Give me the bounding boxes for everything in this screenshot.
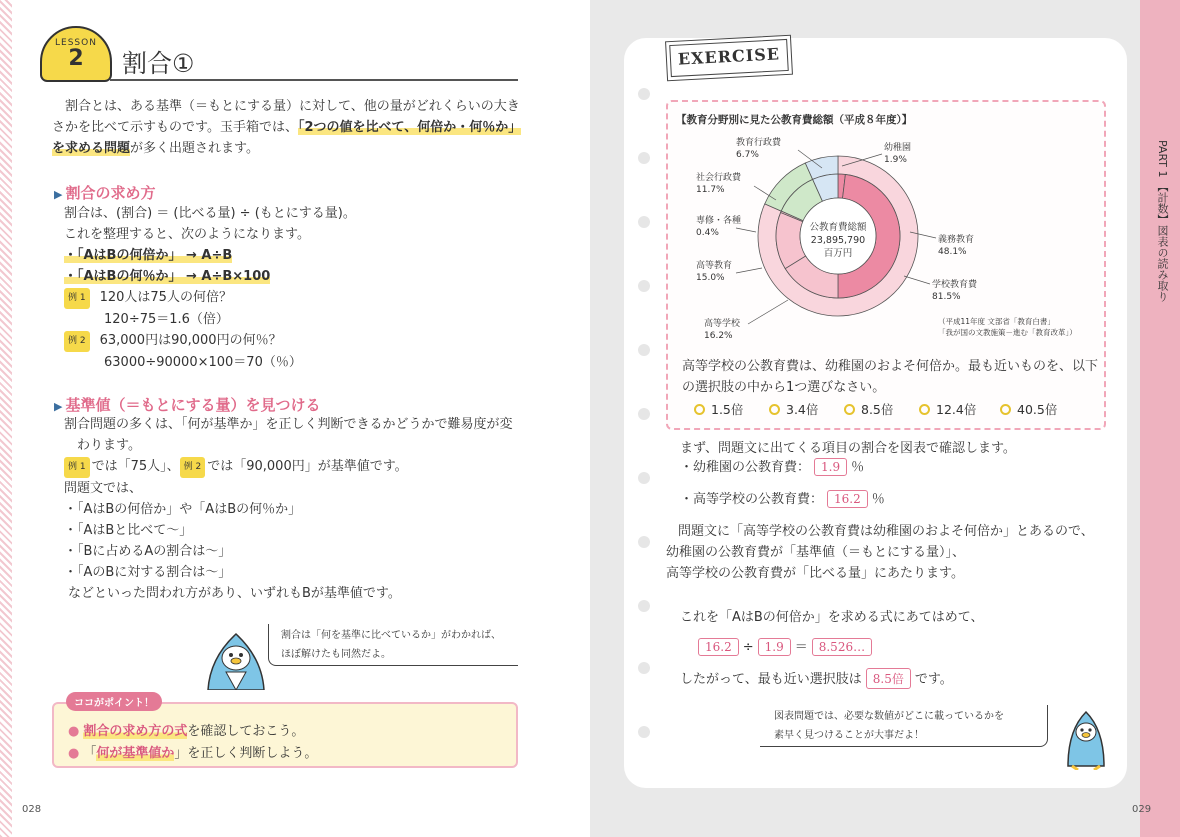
label-koto: 高等教育: [696, 261, 733, 271]
page-number-right: 029: [1132, 804, 1152, 815]
base-value-text: 割合問題の多くは、「何が基準か」を正しく判断できるかどうかで難易度が変 わります。 例 1 では「75人」、 例 2 では「90,000円」が基準値です。 問題文では、 ・「AはBの何倍か」や「AはBの何％か」 ・「AはBと比べて～」 ・「Bに占めるAの割合は～」 ・「AのBに対する割合は～」 などといった問われ方があり、いずれもBが基準値です。: [64, 417, 513, 601]
ratio-formula-text: 割合は、(割合) ＝ (比べる量) ÷ (もとにする量)。 これを整理すると、次のようになります。 ・「AはBの何倍か」 → A÷B ・「AはBの何％か」 → A÷B×100 例 1 120人は75人の何倍？ 120÷75＝1.6（倍） 例 2 63,000円は90,000円の何％？ 63000÷90000×100＝70（％）: [64, 206, 356, 370]
part-tab-label: PART 1 【計数】図表の読み取り: [1156, 140, 1169, 303]
key-point-2: ● 「何が基準値か」を正しく判断しよう。: [68, 746, 318, 761]
choice-2[interactable]: 3.4倍: [769, 400, 818, 418]
key-point-tag: ココがポイント！: [66, 692, 162, 711]
radio-circle-icon[interactable]: [919, 404, 930, 415]
intro-paragraph: 割合とは、ある基準（＝もとにする量）に対して、他の量がどれくらいの大き さかを比べて示すものです。玉手箱では、「2つの値を比べて、何倍か・何％か」 を求める問題が多く出題されます。: [52, 99, 522, 156]
binder-hole: [638, 88, 650, 100]
example-1-badge: 例 1: [64, 288, 90, 309]
chart-center-label: 公教育費総額: [809, 222, 867, 233]
final-answer-box: 8.5倍: [866, 668, 911, 689]
answer-formula-intro: これを「AはBの何倍か」を求める式にあてはめて、: [680, 610, 984, 625]
label-senshu: 専修・各種: [696, 216, 742, 226]
value-gimu: 48.1%: [938, 247, 967, 257]
section-heading-base-value: ▶ 基準値（＝もとにする量）を見つける: [54, 396, 321, 414]
part-side-tab: [1140, 0, 1180, 837]
mascot-speech-bubble: 割合は「何を基準に比べているか」がわかれば、 ほぼ解けたも同然だよ。: [268, 624, 518, 666]
triangle-bullet-icon: ▶: [54, 400, 63, 413]
answer-formula: 16.2 ÷ 1.9 ＝ 8.526…: [694, 636, 876, 656]
binder-hole: [638, 344, 650, 356]
example-1-badge: 例 1: [64, 457, 90, 478]
label-gakko: 学校教育費: [932, 280, 978, 290]
radio-circle-icon[interactable]: [844, 404, 855, 415]
choice-4[interactable]: 12.4倍: [919, 400, 976, 418]
binder-hole: [638, 662, 650, 674]
answer-highschool-row: ・高等学校の公教育費： 16.2 ％: [680, 492, 885, 507]
example-2-badge: 例 2: [180, 457, 206, 478]
left-edge-stripe: [0, 0, 12, 837]
answer-explanation: 問題文に「高等学校の公教育費は幼稚園のおよそ何倍か」とあるので、 幼稚園の公教育費が「基準値（＝もとにする量）」、 高等学校の公教育費が「比べる量」にあたります。: [666, 524, 1094, 581]
page-title: 割合①: [122, 49, 195, 78]
binder-hole: [638, 726, 650, 738]
value-shakai: 11.7%: [696, 185, 725, 195]
penguin-mascot-icon: [200, 628, 272, 690]
triangle-bullet-icon: ▶: [54, 188, 63, 201]
answer-intro: まず、問題文に出てくる項目の割合を図表で確認します。: [680, 441, 1016, 456]
binder-hole: [638, 152, 650, 164]
source-line-2: 「我が国の文教施策－進む「教育改革」）: [938, 328, 1077, 337]
value-senshu: 0.4%: [696, 228, 719, 238]
radio-circle-icon[interactable]: [694, 404, 705, 415]
binder-hole: [638, 280, 650, 292]
answer-conclusion: したがって、最も近い選択肢は 8.5倍 です。: [680, 668, 953, 689]
binder-hole: [638, 536, 650, 548]
question-text: 高等学校の公教育費は、幼稚園のおよそ何倍か。最も近いものを、以下 の選択肢の中から1つ選びなさい。: [682, 359, 1099, 395]
donut-chart: [670, 128, 1100, 348]
source-line-1: （平成11年度 文部省「教育白書」: [938, 317, 1055, 326]
choice-1[interactable]: 1.5倍: [694, 400, 743, 418]
radio-circle-icon[interactable]: [769, 404, 780, 415]
label-shakai: 社会行政費: [696, 173, 742, 183]
title-divider: [110, 79, 518, 81]
lesson-word: LESSON: [55, 38, 97, 48]
kindergarten-value-box: 1.9: [814, 458, 847, 476]
binder-hole: [638, 600, 650, 612]
chart-center-total: 23,895,790: [810, 235, 866, 246]
penguin-mascot-icon: [1060, 706, 1112, 770]
value-koto: 15.0%: [696, 273, 725, 283]
binder-hole: [638, 216, 650, 228]
binder-hole: [638, 472, 650, 484]
label-kotogakko: 高等学校: [704, 319, 741, 329]
chart-title: 【教育分野別に見た公教育費総額（平成８年度）】: [676, 114, 913, 126]
chart-center-unit: 百万円: [823, 248, 853, 259]
binder-hole: [638, 408, 650, 420]
highschool-value-box: 16.2: [827, 490, 868, 508]
section-heading-ratio-formula: ▶ 割合の求め方: [54, 184, 156, 202]
choice-3[interactable]: 8.5倍: [844, 400, 893, 418]
key-point-box: [52, 702, 518, 768]
radio-circle-icon[interactable]: [1000, 404, 1011, 415]
label-yochien: 幼稚園: [884, 143, 912, 153]
lesson-number: 2: [68, 46, 84, 71]
label-gimu: 義務教育: [938, 235, 975, 245]
value-kotogakko: 16.2%: [704, 331, 733, 341]
value-gakko: 81.5%: [932, 292, 961, 302]
example-2-badge: 例 2: [64, 331, 90, 352]
choice-5[interactable]: 40.5倍: [1000, 400, 1057, 418]
label-kyoiku-gyosei: 教育行政費: [736, 138, 782, 148]
value-yochien: 1.9%: [884, 155, 907, 165]
mascot-speech-bubble-right: 図表問題では、必要な数値がどこに載っているかを 素早く見つけることが大事だよ！: [760, 705, 1048, 747]
value-kyoiku-gyosei: 6.7%: [736, 150, 759, 160]
exercise-label: EXERCISE: [665, 35, 793, 82]
key-point-1: ● 割合の求め方の式を確認しておこう。: [68, 724, 305, 739]
answer-kindergarten-row: ・幼稚園の公教育費： 1.9 ％: [680, 460, 865, 475]
page-number-left: 028: [22, 804, 42, 815]
